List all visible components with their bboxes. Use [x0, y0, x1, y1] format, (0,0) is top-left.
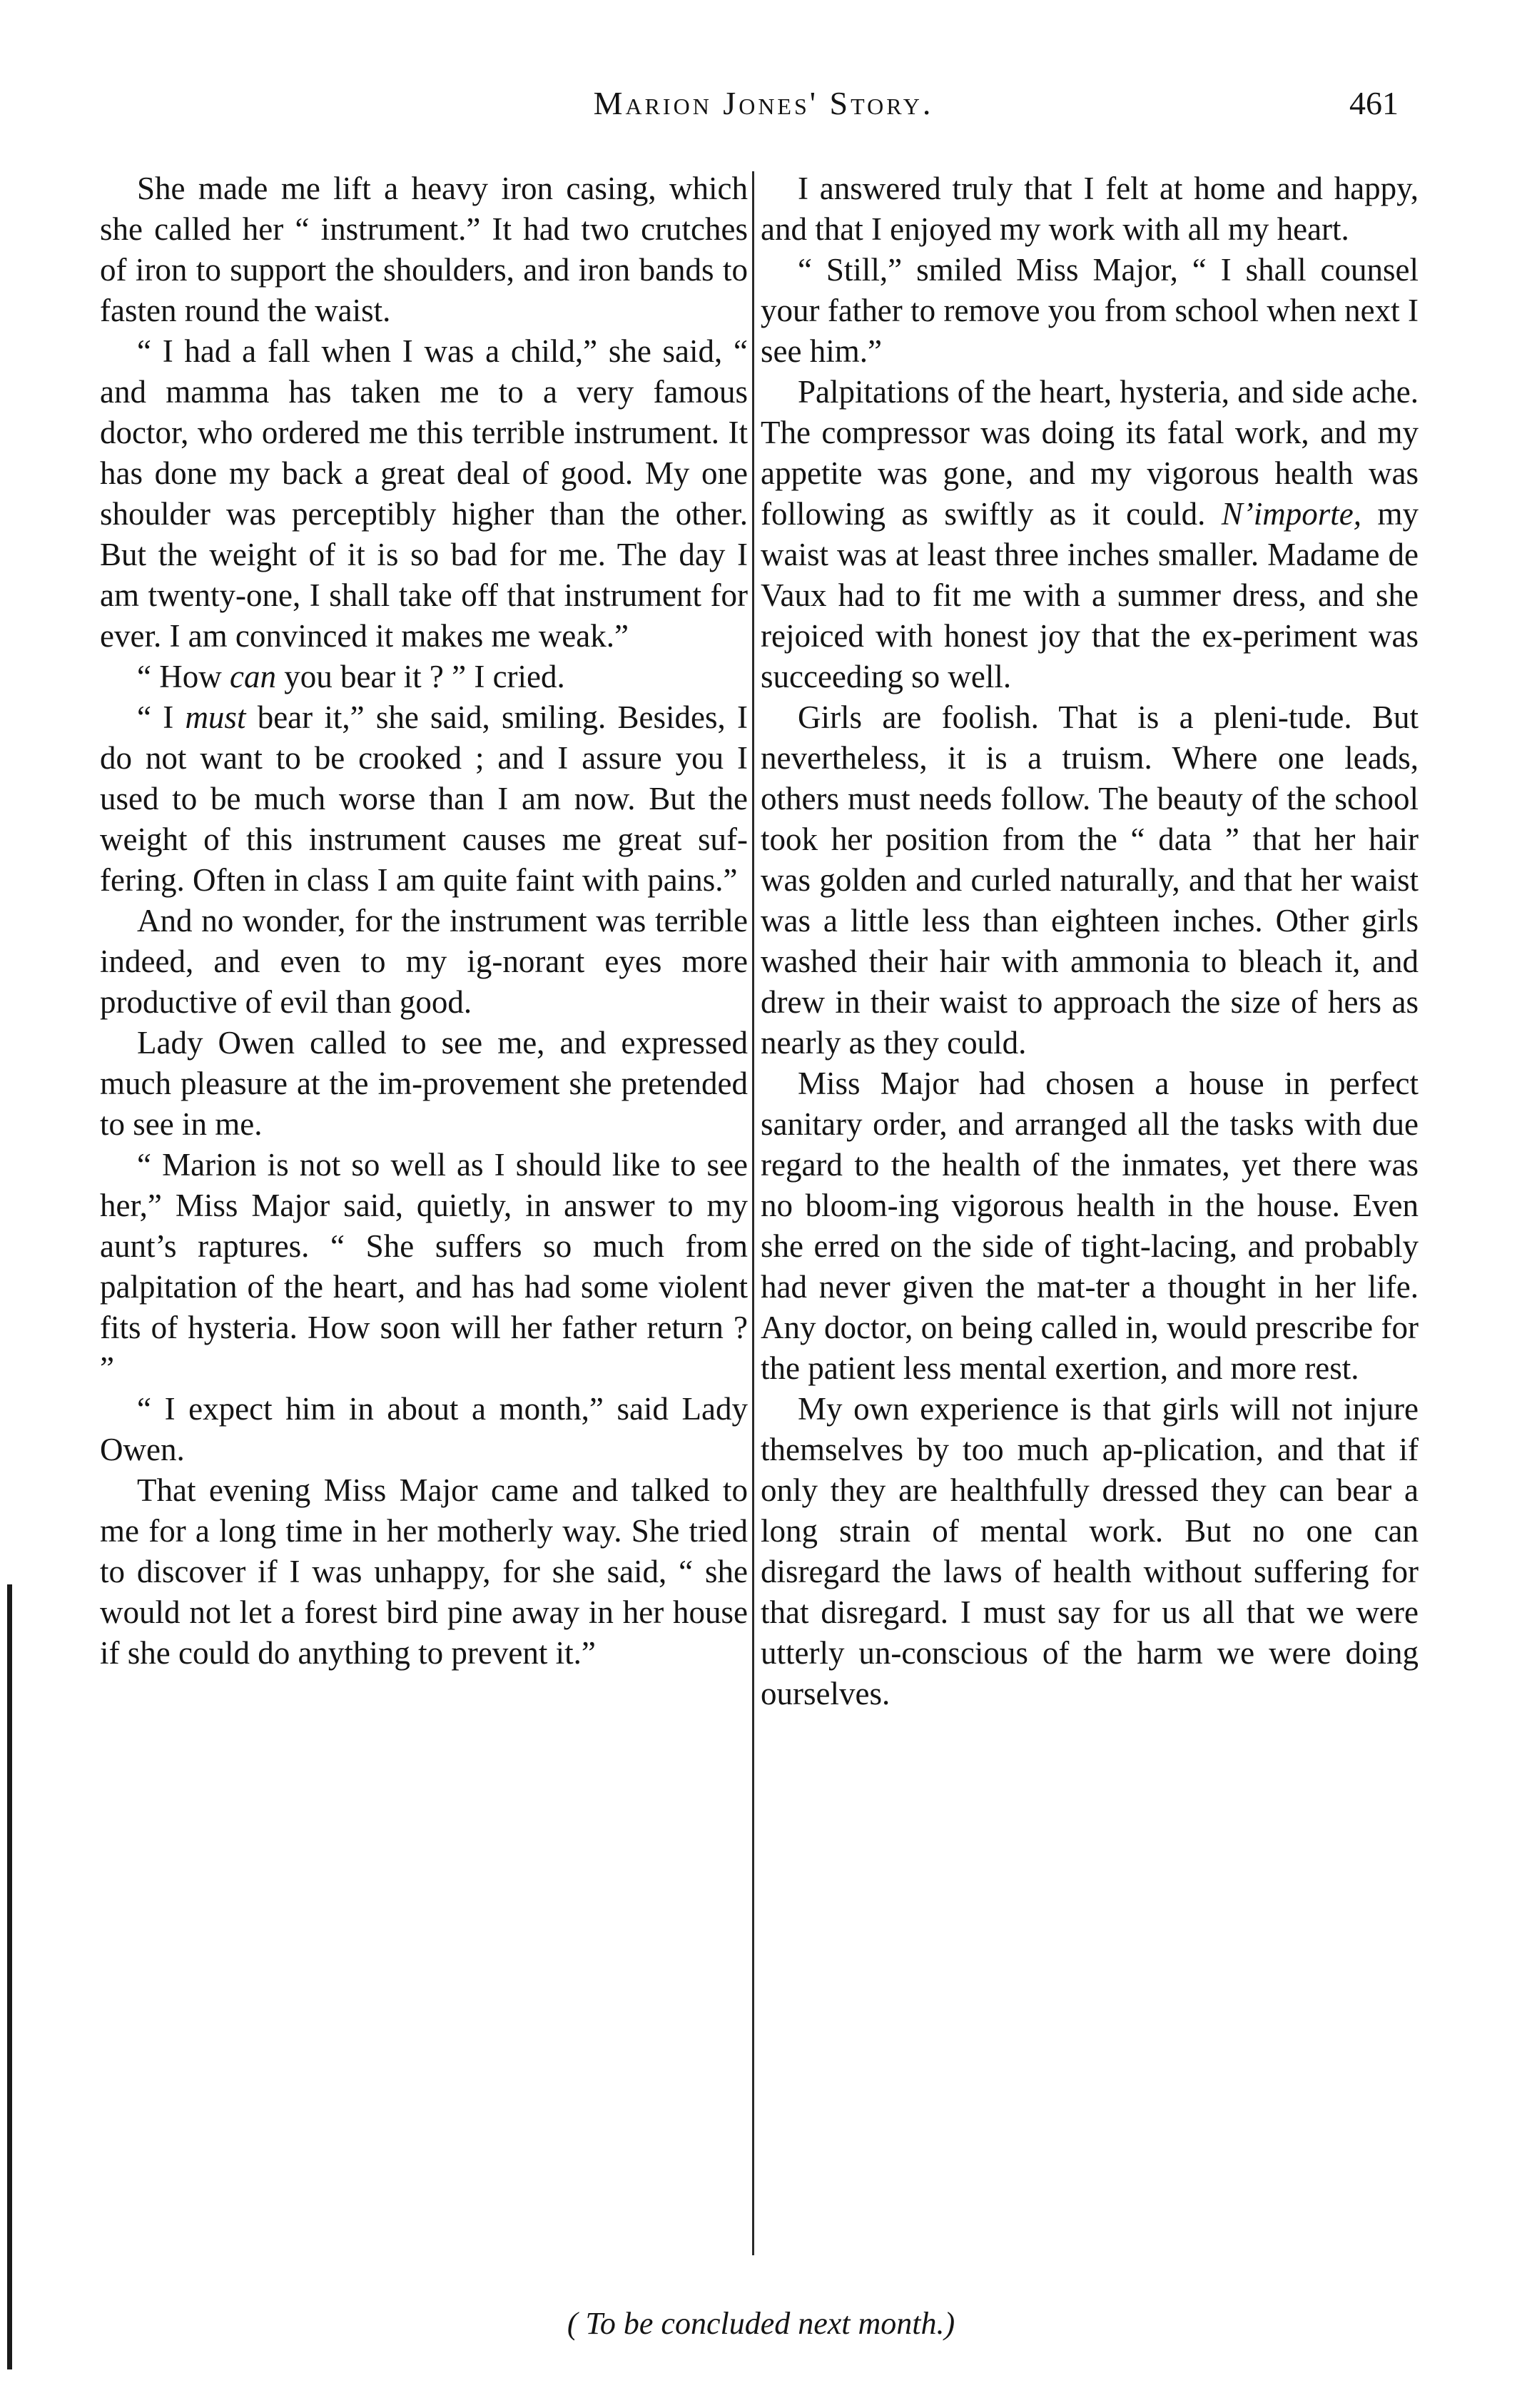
- left-column: [100, 168, 748, 1674]
- page-number: 461: [1349, 85, 1399, 121]
- paragraph: She made me lift a heavy iron casing, which she called her “ instrument.” It had two crutches of iron to support the shoulders, and iron bands to fasten round the waist.: [100, 171, 748, 328]
- emphasis: N’importe,: [1221, 496, 1362, 532]
- column-divider: [752, 171, 754, 2255]
- running-title: Marion Jones' Story.: [593, 85, 934, 121]
- continuation-note: ( To be concluded next month.): [567, 2306, 955, 2341]
- paragraph: “ Marion is not so well as I should like to see her,” Miss Major said, quietly, in answer to my aunt’s raptures. “ She suffers so much from palpitation of the heart, and has had some violent fits of hysteria. How soon will her father return ? ”: [100, 1147, 748, 1386]
- text-run: you bear it ? ” I cried.: [275, 659, 565, 694]
- page-header: [107, 84, 1420, 134]
- paragraph: “ Still,” smiled Miss Major, “ I shall counsel your father to remove you from school when next I see him.”: [761, 252, 1419, 369]
- text-run: “ I: [137, 699, 186, 735]
- paragraph: [100, 657, 748, 697]
- text-run: bear it,” she said, smiling. Besides, I do not want to be crooked ; and I assure you I used to be much worse than I am now. But the weight of this instrument causes me great suf-fering. Often in class I am quite faint with pains.”: [100, 699, 748, 898]
- paragraph: My own experience is that girls will not injure themselves by too much ap-plication, and that if only they are healthfully dressed they can bear a long strain of mental work. But no one can disregard the laws of health without suffering for that disregard. I must say for us all that we were utterly un-conscious of the harm we were doing ourselves.: [761, 1391, 1419, 1711]
- paragraph: “ I expect him in about a month,” said Lady Owen.: [100, 1391, 748, 1467]
- emphasis: must: [185, 699, 246, 735]
- paragraph: That evening Miss Major came and talked to me for a long time in her motherly way. She tried to discover if I was unhappy, for she said, “ she would not let a forest bird pine away in her house if she could do anything to prevent it.”: [100, 1472, 748, 1671]
- text-run: Palpitations of the heart, hysteria, and side ache. The compressor was doing its fatal work, and my appetite was gone, and my vigorous health was following as swiftly as it could.: [761, 374, 1419, 532]
- emphasis: can: [229, 659, 276, 694]
- paragraph: Lady Owen called to see me, and expressed much pleasure at the im-provement she pretended to see in me.: [100, 1025, 748, 1142]
- paragraph: And no wonder, for the instrument was terrible indeed, and even to my ig-norant eyes more productive of evil than good.: [100, 903, 748, 1020]
- right-column: [761, 168, 1419, 1714]
- binding-edge-mark: [7, 1584, 12, 2369]
- text-run: “ How: [137, 659, 230, 694]
- text-run: my waist was at least three inches smaller. Madame de Vaux had to fit me with a summer dress, and she rejoiced with honest joy that the ex-periment was succeeding so well.: [761, 496, 1419, 694]
- paragraph: [100, 697, 748, 901]
- paragraph: [761, 372, 1419, 697]
- paragraph: I answered truly that I felt at home and happy, and that I enjoyed my work with all my heart.: [761, 171, 1419, 247]
- paragraph: Miss Major had chosen a house in perfect sanitary order, and arranged all the tasks with due regard to the health of the inmates, yet there was no bloom-ing vigorous health in the house. Even she erred on the side of tight-lacing, and probably had never given the mat-ter a thought in her life. Any doctor, on being called in, would prescribe for the patient less mental exertion, and more rest.: [761, 1066, 1419, 1386]
- paragraph: Girls are foolish. That is a pleni-tude. But nevertheless, it is a truism. Where one leads, others must needs follow. The beauty of the school took her position from the “ data ” that her hair was golden and curled naturally, and that her waist was a little less than eighteen inches. Other girls washed their hair with ammonia to bleach it, and drew in their waist to approach the size of hers as nearly as they could.: [761, 699, 1419, 1061]
- paragraph: “ I had a fall when I was a child,” she said, “ and mamma has taken me to a very famous doctor, who ordered me this terrible instrument. It has done my back a great deal of good. My one shoulder was perceptibly higher than the other. But the weight of it is so bad for me. The day I am twenty-one, I shall take off that instrument for ever. I am convinced it makes me weak.”: [100, 333, 748, 654]
